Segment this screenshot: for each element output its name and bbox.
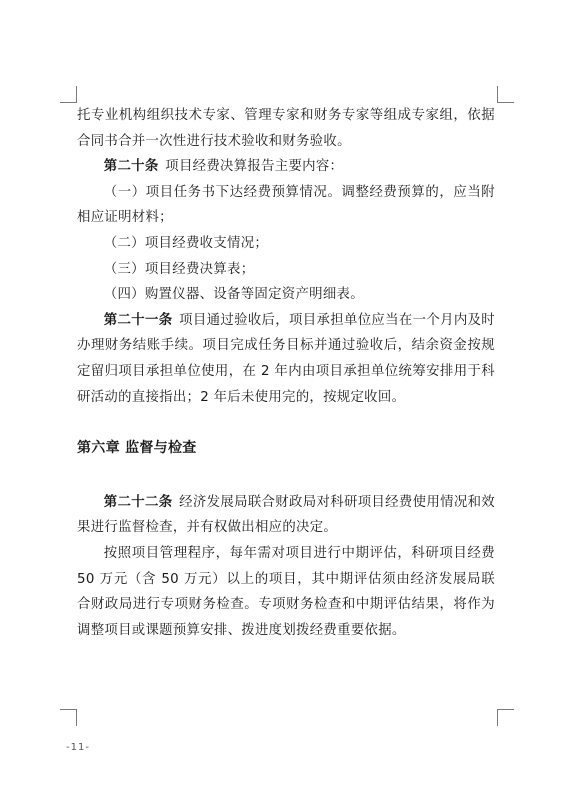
paragraph-continuation: 托专业机构组织技术专家、管理专家和财务专家等组成专家组，依据合同书合并一次性进行技术验收和财务验收。 [77, 108, 495, 149]
article-20-item-2: （二）项目经费收支情况； [103, 235, 269, 251]
article-20-text: 项目经费决算报告主要内容： [165, 159, 344, 175]
article-22-label: 第二十二条 [103, 494, 173, 510]
paragraph-interim-evaluation: 按照项目管理程序，每年需对项目进行中期评估，科研项目经费 50 万元（含 50 万元）以上的项目，其中期评估须由经济发展局联合财政局进行专项财务检查。专项财务检查和中期评估结果，将作为调整项目或课题预算安排、拨进度划拨经费重要依据。 [77, 545, 495, 638]
article-22 [77, 490, 495, 541]
crop-mark-top-left [60, 86, 77, 103]
article-20-item-1: （一）项目任务书下达经费预算情况。调整经费预算的，应当附相应证明材料； [77, 184, 495, 226]
document-body [77, 103, 495, 643]
article-20 [77, 154, 495, 180]
article-20-label: 第二十条 [103, 159, 159, 175]
article-21 [77, 308, 495, 410]
article-22-text: 经济发展局联合财政局对科研项目经费使用情况和效果进行监督检查，并有权做出相应的决定。 [77, 494, 495, 536]
article-20-item-4: （四）购置仪器、设备等固定资产明细表。 [103, 287, 364, 303]
crop-mark-bottom-right [497, 709, 514, 726]
crop-mark-bottom-left [60, 709, 77, 726]
crop-mark-top-right [497, 86, 514, 103]
chapter-title: 第六章 监督与检查 [77, 440, 197, 457]
article-21-text: 项目通过验收后，项目承担单位应当在一个月内及时办理财务结账手续。项目完成任务目标并通过验收后，结余资金按规定留归项目承担单位使用，在 2 年内由项目承担单位统筹安排用于科研活动的直接指出；2 年后未使用完的，按规定收回。 [77, 312, 495, 405]
article-20-item-3: （三）项目经费决算表； [103, 261, 255, 277]
page-number: -11- [66, 742, 90, 753]
article-21-label: 第二十一条 [103, 312, 173, 328]
